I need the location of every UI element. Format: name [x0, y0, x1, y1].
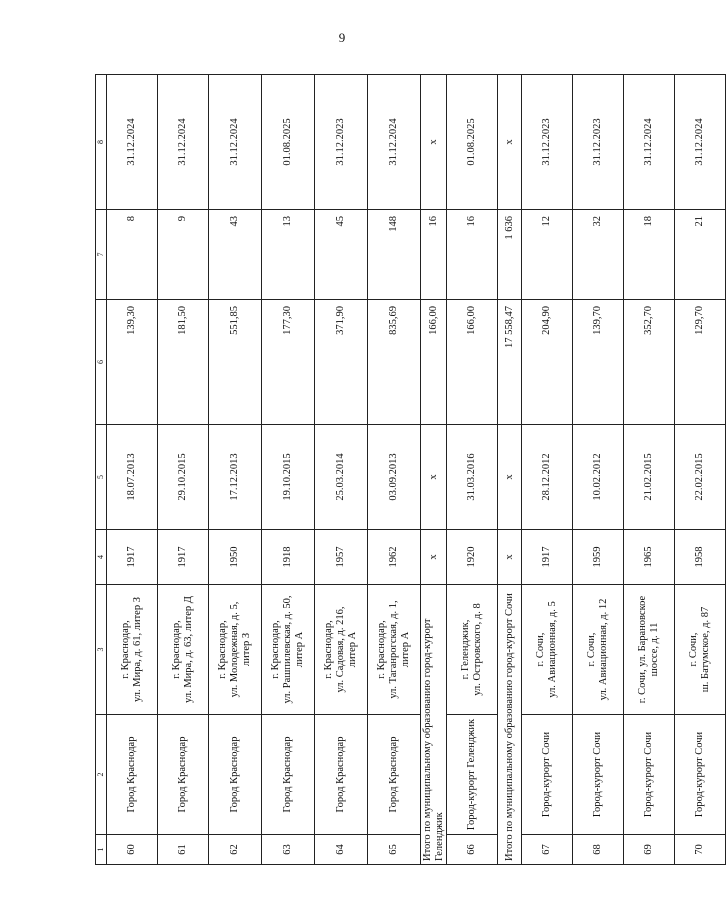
cell-year: 1918 — [262, 530, 315, 585]
data-table — [95, 74, 726, 865]
cell-year: 1965 — [624, 530, 675, 585]
address-line: г. Краснодар, — [269, 620, 281, 679]
cell-deadline: 31.12.2023 — [522, 75, 573, 210]
cell-number: 63 — [262, 835, 315, 865]
cell-year: 1917 — [522, 530, 573, 585]
header-cell: 4 — [96, 530, 107, 585]
cell-area: 181,50 — [158, 300, 209, 425]
cell-number: 61 — [158, 835, 209, 865]
cell-count: 8 — [107, 210, 158, 300]
address-line: литер А — [400, 631, 412, 668]
cell-municipality: Город Краснодар — [368, 715, 421, 835]
cell-area: 139,30 — [107, 300, 158, 425]
cell-address — [209, 585, 262, 715]
cell-area: 177,30 — [262, 300, 315, 425]
cell-deadline: x — [498, 75, 522, 210]
cell-date: 19.10.2015 — [262, 425, 315, 530]
subtotal-row — [498, 75, 522, 865]
cell-municipality: Город Краснодар — [262, 715, 315, 835]
cell-deadline: 31.12.2024 — [209, 75, 262, 210]
cell-deadline: x — [421, 75, 447, 210]
cell-municipality: Город Краснодар — [209, 715, 262, 835]
address-line: ул. Островского, д. 8 — [472, 603, 484, 696]
header-cell: 1 — [96, 835, 107, 865]
cell-count: 12 — [522, 210, 573, 300]
address-line: ул. Мира, д. 61, литер З — [132, 597, 143, 702]
cell-area: 204,90 — [522, 300, 573, 425]
cell-address — [315, 585, 368, 715]
cell-date: 25.03.2014 — [315, 425, 368, 530]
cell-year: 1920 — [447, 530, 498, 585]
subtotal-label: Итого по муниципальному образованию город-курорт Геленджик — [421, 585, 447, 865]
table-row — [447, 75, 498, 865]
cell-area: 352,70 — [624, 300, 675, 425]
header-row — [96, 75, 107, 865]
cell-address — [158, 585, 209, 715]
cell-deadline: 31.12.2024 — [368, 75, 421, 210]
address-line: г. Сочи, — [535, 632, 547, 667]
table-row — [158, 75, 209, 865]
cell-count: 43 — [209, 210, 262, 300]
cell-count: 16 — [447, 210, 498, 300]
cell-count: 13 — [262, 210, 315, 300]
address-line: ул. Авиационная, д. 5 — [547, 601, 559, 698]
table-row — [368, 75, 421, 865]
header-cell: 3 — [96, 585, 107, 715]
cell-area: 166,00 — [421, 300, 447, 425]
cell-number: 64 — [315, 835, 368, 865]
cell-number: 65 — [368, 835, 421, 865]
cell-deadline: 01.08.2025 — [447, 75, 498, 210]
cell-deadline: 31.12.2024 — [675, 75, 726, 210]
cell-date: x — [498, 425, 522, 530]
address-line: литер З — [241, 632, 253, 667]
header-cell: 8 — [96, 75, 107, 210]
subtotal-label: Итого по муниципальному образованию город-курорт Сочи — [498, 585, 522, 865]
cell-address — [624, 585, 675, 715]
cell-deadline: 31.12.2024 — [624, 75, 675, 210]
cell-address — [522, 585, 573, 715]
table-row — [107, 75, 158, 865]
table-row — [522, 75, 573, 865]
cell-address — [368, 585, 421, 715]
cell-year: 1959 — [573, 530, 624, 585]
address-line: ул. Таганрогская, д. 1, — [387, 600, 399, 699]
cell-date: 17.12.2013 — [209, 425, 262, 530]
cell-address — [262, 585, 315, 715]
cell-year: 1962 — [368, 530, 421, 585]
cell-deadline: 31.12.2023 — [315, 75, 368, 210]
cell-number: 60 — [107, 835, 158, 865]
address-line: г. Краснодар, — [170, 620, 182, 679]
address-line: ул. Садовая, д. 216, — [334, 606, 346, 693]
address-line: шоссе, д. 11 — [649, 622, 661, 677]
header-cell: 7 — [96, 210, 107, 300]
cell-municipality: Город-курорт Сочи — [675, 715, 726, 835]
table-row — [262, 75, 315, 865]
cell-count: 21 — [675, 210, 726, 300]
rotated-table-container — [95, 75, 712, 865]
address-line: ул. Авиационная, д. 12 — [598, 598, 610, 701]
header-cell: 2 — [96, 715, 107, 835]
cell-date: 18.07.2013 — [107, 425, 158, 530]
cell-address — [447, 585, 498, 715]
cell-number: 62 — [209, 835, 262, 865]
address-line: ул. Молодежная, д. 5, — [228, 601, 240, 698]
cell-year: x — [421, 530, 447, 585]
cell-number: 67 — [522, 835, 573, 865]
cell-address — [107, 585, 158, 715]
address-line: ш. Батумское, д. 87 — [700, 606, 712, 693]
cell-area: 835,69 — [368, 300, 421, 425]
cell-municipality: Город-курорт Сочи — [573, 715, 624, 835]
cell-area: 551,85 — [209, 300, 262, 425]
cell-address — [573, 585, 624, 715]
cell-area: 371,90 — [315, 300, 368, 425]
cell-number: 69 — [624, 835, 675, 865]
header-cell: 6 — [96, 300, 107, 425]
cell-year: 1950 — [209, 530, 262, 585]
address-line: г. Сочи, — [688, 632, 700, 667]
address-line: г. Краснодар, — [119, 620, 131, 679]
cell-date: 28.12.2012 — [522, 425, 573, 530]
cell-municipality: Город-курорт Сочи — [522, 715, 573, 835]
cell-count: 9 — [158, 210, 209, 300]
table-row — [624, 75, 675, 865]
address-line: ул. Рашпилевская, д. 50, — [281, 595, 293, 704]
cell-count: 16 — [421, 210, 447, 300]
cell-date: 21.02.2015 — [624, 425, 675, 530]
address-line: г. Краснодар, — [216, 620, 228, 679]
cell-area: 129,70 — [675, 300, 726, 425]
cell-municipality: Город Краснодар — [315, 715, 368, 835]
cell-date: 29.10.2015 — [158, 425, 209, 530]
address-line: г. Краснодар, — [375, 620, 387, 679]
address-line: литер А — [347, 631, 359, 668]
header-cell: 5 — [96, 425, 107, 530]
table-row — [675, 75, 726, 865]
cell-date: 22.02.2015 — [675, 425, 726, 530]
address-line: г. Сочи, — [586, 632, 598, 667]
table-row — [573, 75, 624, 865]
cell-area: 139,70 — [573, 300, 624, 425]
address-line: г. Геленджик, — [460, 619, 472, 680]
table-row — [209, 75, 262, 865]
cell-count: 32 — [573, 210, 624, 300]
subtotal-row — [421, 75, 447, 865]
cell-municipality: Город Краснодар — [158, 715, 209, 835]
cell-area: 166,00 — [447, 300, 498, 425]
page-number: 9 — [338, 30, 346, 45]
address-line: литер А — [294, 631, 306, 668]
cell-deadline: 01.08.2025 — [262, 75, 315, 210]
cell-number: 66 — [447, 835, 498, 865]
cell-year: 1917 — [107, 530, 158, 585]
cell-deadline: 31.12.2024 — [158, 75, 209, 210]
cell-area: 17 558,47 — [498, 300, 522, 425]
cell-date: 31.03.2016 — [447, 425, 498, 530]
cell-count: 1 636 — [498, 210, 522, 300]
table-row — [315, 75, 368, 865]
cell-count: 45 — [315, 210, 368, 300]
cell-year: 1958 — [675, 530, 726, 585]
cell-count: 148 — [368, 210, 421, 300]
cell-date: x — [421, 425, 447, 530]
address-line: ул. Мира, д. 63, литер Д — [183, 596, 194, 703]
cell-deadline: 31.12.2024 — [107, 75, 158, 210]
cell-municipality: Город-курорт Геленджик — [447, 715, 498, 835]
cell-municipality: Город-курорт Сочи — [624, 715, 675, 835]
cell-year: x — [498, 530, 522, 585]
cell-number: 70 — [675, 835, 726, 865]
cell-year: 1917 — [158, 530, 209, 585]
cell-address — [675, 585, 726, 715]
cell-number: 68 — [573, 835, 624, 865]
cell-municipality: Город Краснодар — [107, 715, 158, 835]
cell-date: 03.09.2013 — [368, 425, 421, 530]
cell-year: 1957 — [315, 530, 368, 585]
cell-count: 18 — [624, 210, 675, 300]
address-line: г. Сочи, ул. Барановское — [637, 595, 649, 704]
cell-deadline: 31.12.2023 — [573, 75, 624, 210]
address-line: г. Краснодар, — [322, 620, 334, 679]
cell-date: 10.02.2012 — [573, 425, 624, 530]
